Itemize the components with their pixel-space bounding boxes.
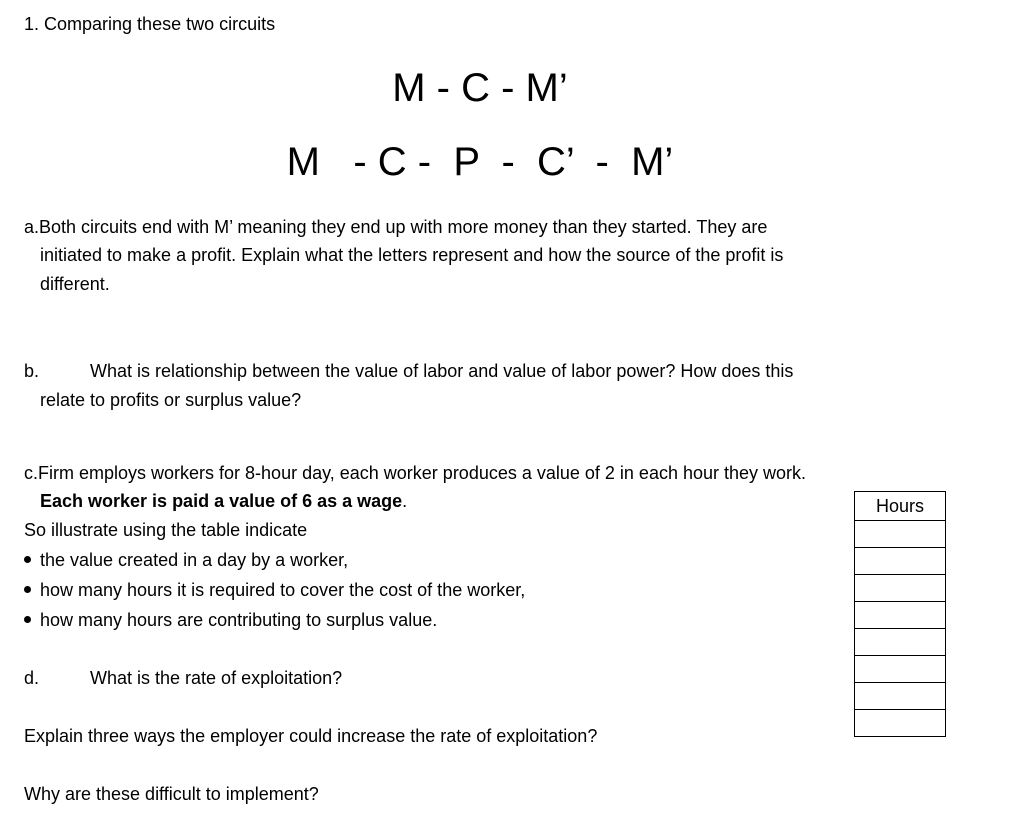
part-c-wage-statement: Each worker is paid a value of 6 as a wage [40,491,403,511]
part-d-label: d. [24,668,40,688]
table-cell[interactable] [855,521,946,548]
part-a-line-3: different. [40,274,110,294]
part-c-line-1: Firm employs workers for 8-hour day, each worker produces a value of 2 in each hour they work. [38,463,807,483]
list-item: how many hours it is required to cover the cost of the worker, [24,580,525,601]
table-cell[interactable] [855,629,946,656]
hours-table-header: Hours [855,492,946,521]
formula-capital-circuit: M - C - P - C’ - M’ [286,140,674,184]
bullet-icon [24,556,31,563]
table-cell[interactable] [855,575,946,602]
bullet-icon [24,586,31,593]
hours-table [854,491,946,737]
part-a-label: a. [24,217,40,237]
table-cell[interactable] [855,683,946,710]
table-cell[interactable] [855,602,946,629]
list-item: the value created in a day by a worker, [24,550,348,571]
part-d-text: What is the rate of exploitation? [90,668,343,688]
why-question: Why are these difficult to implement? [24,784,319,804]
part-c-line-3: So illustrate using the table indicate [24,520,308,540]
bullet-icon [24,616,31,623]
part-b-label: b. [24,361,40,381]
part-a-line-2: initiated to make a profit. Explain what the letters represent and how the source of the profit is [40,245,784,265]
table-cell[interactable] [855,656,946,683]
explain-question: Explain three ways the employer could increase the rate of exploitation? [24,726,598,746]
table-cell[interactable] [855,548,946,575]
list-item: how many hours are contributing to surplus value. [24,610,437,631]
formula-simple-circuit: M - C - M’ [392,66,568,110]
question-title: 1. Comparing these two circuits [24,14,276,34]
part-b-line-1: What is relationship between the value of labor and value of labor power? How does this [90,361,794,381]
part-c-wage-period: . [402,491,408,511]
part-b-line-2: relate to profits or surplus value? [40,390,302,410]
table-cell[interactable] [855,710,946,737]
part-c-label: c. [24,463,39,483]
part-a-line-1: Both circuits end with M’ meaning they end up with more money than they started. They are [39,217,768,237]
